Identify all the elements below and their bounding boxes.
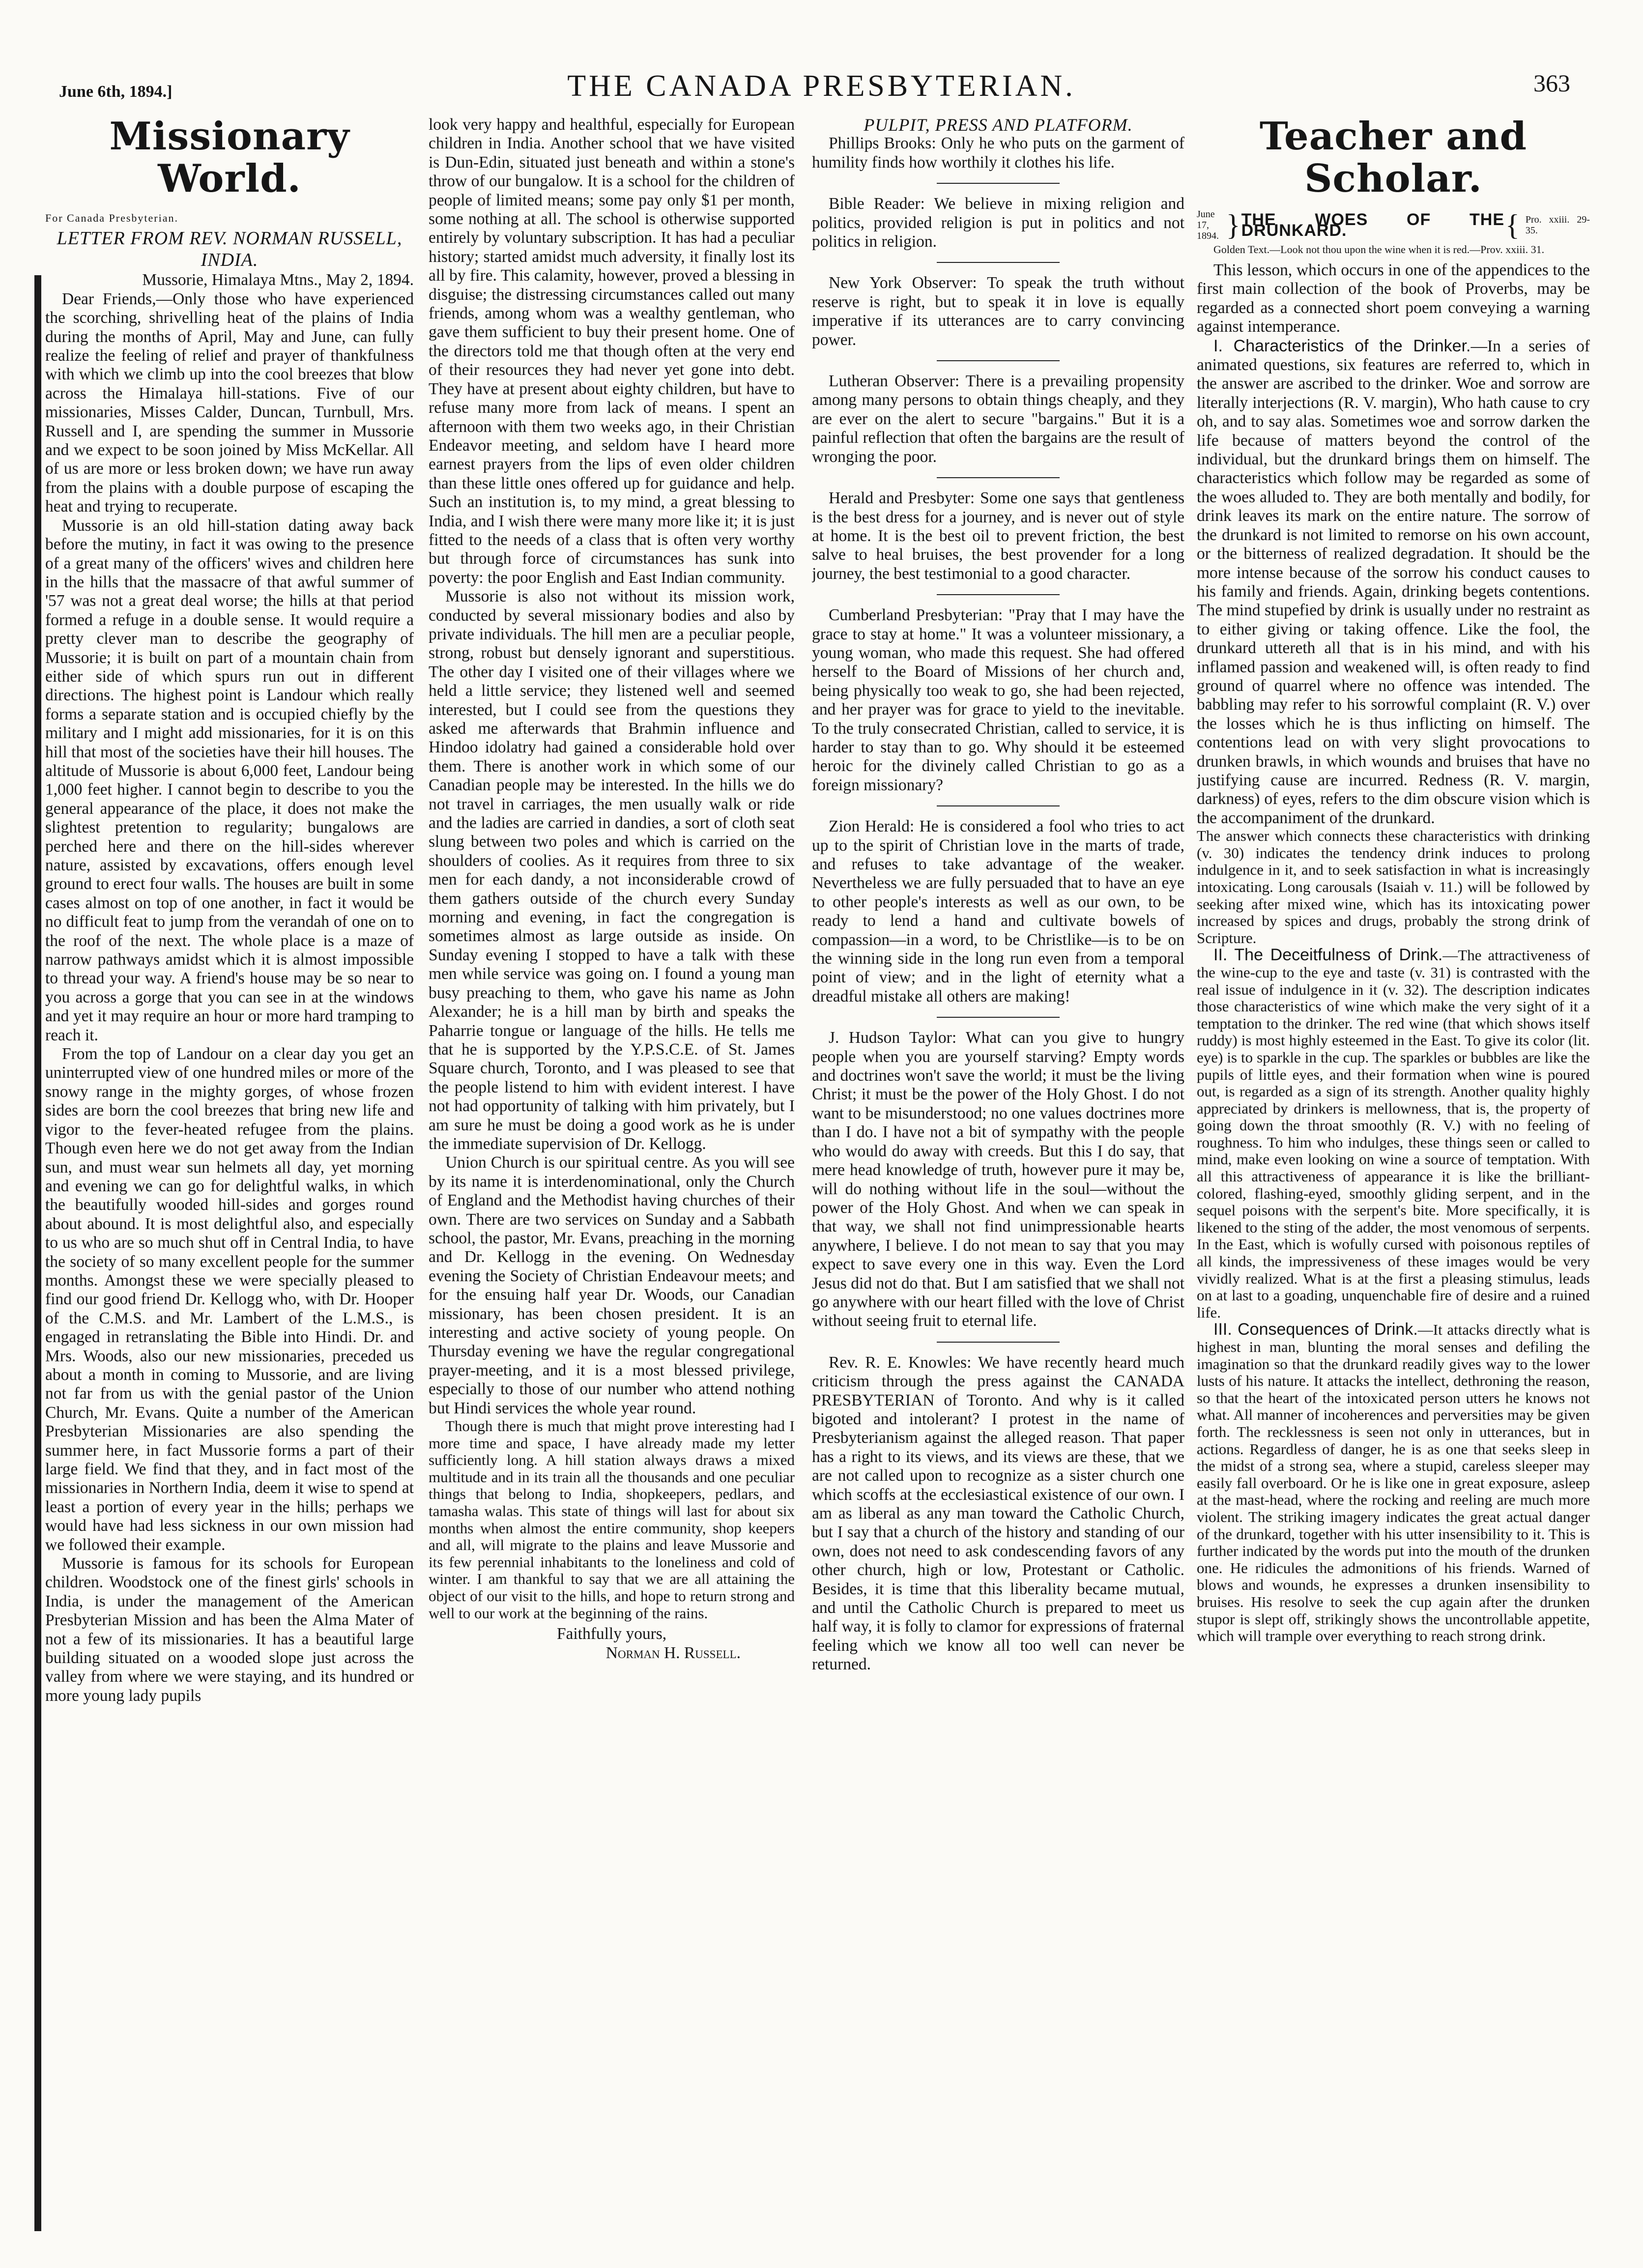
- pulpit-quote: Herald and Presbyter: Some one says that gentleness is the best dress for a journey, and is never out of style at home. It is the best oil to prevent friction, the best salve to heal bruises, the best provender for a long journey, the best testimonial to a good character.: [812, 489, 1184, 583]
- pulpit-quote: Cumberland Presbyterian: "Pray that I may have the grace to stay at home." It was a volunteer missionary, a young woman, who made this request. She had offered herself to the Board of Missions of her church and, being physically too weak to go, she had been rejected, and her prayer was for grace to yield to the inevitable. To the truly consecrated Christian, called to service, it is harder to stay than to go. Why should it be esteemed heroic for the divinely called Christian to go as a foreign missionary?: [812, 606, 1184, 794]
- column-teacher-scholar: [1197, 115, 1590, 2243]
- section-text: —It attacks directly what is highest in man, blunting the moral senses and defiling the imagination so that the drunkard readily gives way to the lower lusts of his nature. It attacks the intellect, dethroning the reason, so that the heart of the intoxicated person utters he knows not what. All manner of incoherences and perversities may be given forth. The recklessness is seen not only in utterances, but in actions. Regardless of danger, he is as one that seeks sleep in the midst of a strong sea, where a stupid, careless sleeper may easily fall overboard. Or he is like one in great exposure, asleep at the mast-head, where the rocking and reeling are much more violent. The striking imagery indicates the great actual danger of the drunkard, together with his utter insensibility to it. This is further indicated by the words put into the mouth of the drunken one. He ridicules the admonitions of his friends. Warned of blows and wounds, he expresses a drunken insensibility to bruises. His resolve to seek the cup again after the drunken stupor is slept off, strikingly shows the uncontrollable appetite, which will trample over everything to reach strong drink.: [1197, 1321, 1590, 1645]
- letter-paragraph: Though there is much that might prove interesting had I more time and space, I have already made my letter sufficiently long. A hill station always draws a mixed multitude and in its train all the thousands and one peculiar things that belong to India, shopkeepers, pedlars, and tamasha walas. This state of things will last for about six months when almost the entire community, shop keepers and all, will migrate to the plains and leave Mussorie and its few perennial inhabitants to the loneliness and cold of winter. I am thankful to say that we are all attaining the object of our visit to the hills, and hope to return strong and well to our work at the beginning of the rains.: [429, 1417, 795, 1622]
- section-divider: [937, 1017, 1060, 1018]
- section-divider: [937, 262, 1060, 263]
- golden-text: Golden Text.—Look not thou upon the wine when it is red.—Prov. xxiii. 31.: [1213, 243, 1545, 256]
- section-heading: II. The Deceitfulness of Drink.: [1213, 946, 1443, 965]
- section-divider: [937, 360, 1060, 361]
- section-divider: [937, 1342, 1060, 1343]
- pulpit-quote: Zion Herald: He is considered a fool who tries to act up to the spirit of Christian love in the marts of trade, and refuses to take advantage of the weaker. Nevertheless we are fully persuaded that to have an eye to other people's interests as well as our own, to be ready to lend a hand and cultivate bowels of compassion—in a word, to be Christlike—is to be on the winning side in the long run even from a temporal point of view; and in the light of eternity what a dreadful mistake all others are making!: [812, 817, 1184, 1005]
- lesson-section-continued: The answer which connects these characteristics with drinking (v. 30) indicates the tendency drink induces to prolong indulgence in it, and to seek satisfaction in what is increasingly intoxicating. Long carousals (Isaiah v. 11.) will be followed by seeking after mixed wine, which has its intoxicating power increased by spices and drugs, probably the strong drink of Scripture.: [1197, 827, 1590, 947]
- lesson-section: [1197, 947, 1590, 1321]
- letter-paragraph: look very happy and healthful, especially for European children in India. Another school that we have visited is Dun-Edin, situated just beneath and within a stone's throw of our bungalow. It is a school for the children of people of limited means; some pay only $1 per month, some nothing at all. The school is otherwise supported entirely by voluntary subscription. It has had a peculiar history; started amidst much adversity, it finally lost its all by fire. This calamity, however, proved a blessing in disguise; the distressing circumstances called out many friends, among whom was a wealthy gentleman, who gave them sufficient to buy their present home. One of the directors told me that though often at the very end of their resources they had never yet gone into debt. They have at present about eighty children, but have to refuse many more from lack of means. I spent an afternoon with them two weeks ago, in their Christian Endeavor meeting, and seldom have I heard more earnest prayers from the lips of even older children than these little ones offered up for guidance and help. Such an institution is, to my mind, a great blessing to India, and I wish there were many more like it; it is just fitted to the needs of a class that is often very worthy but through force of circumstances has sunk into poverty: the poor English and East Indian community.: [429, 115, 795, 587]
- letter-paragraph: Mussorie is also not without its mission work, conducted by several missionary bodies and also by private individuals. The hill men are a peculiar people, strong, robust but densely ignorant and superstitious. The other day I visited one of their villages where we held a little service; they listened well and seemed interested, but I could see from the questions they asked me afterwards that Brahmin influence and Hindoo idolatry had gained a considerable hold over them. There is another work in which some of our Canadian people may be interested. In the hills we do not travel in carriages, the men usually walk or ride and the ladies are carried in dandies, a sort of cloth seat slung between two poles and which is carried on the shoulders of coolies. As it requires from three to six men for each dandy, a not inconsiderable crowd of them gathers outside of the church every Sunday morning and evening, in fact the congregation is sometimes almost as large outside as inside. On Sunday evening I stopped to have a talk with these men while service was going on. I found a young man busy preaching to them, who gave his name as John Alexander; he is a hill man by birth and speaks the Paharrie tongue or language of the hills. He tells me that he is supported by the Y.P.S.C.E. of St. James Square church, Toronto, and I was pleased to see that the people listend to him with evident interest. I have not had opportunity of talking with him privately, but I am sure he must be doing a good work as he is under the immediate supervision of Dr. Kellogg.: [429, 587, 795, 1153]
- lesson-header: [1197, 209, 1590, 241]
- column-missionary-world-2: [429, 115, 795, 2243]
- binding-margin-shadow: [34, 275, 41, 2231]
- letter-signature: Norman H. Russell.: [605, 1643, 741, 1662]
- pulpit-heading: PULPIT, PRESS AND PLATFORM.: [864, 115, 1133, 135]
- section-divider: [937, 805, 1060, 806]
- brace-icon: }: [1226, 209, 1240, 241]
- letter-paragraph: From the top of Landour on a clear day you get an uninterrupted view of one hundred miles or more of the snowy range in the mighty gorges, of whose frozen sides are born the cool breezes that bring new life and vigor to the fever-heated refugee from the plains. Though even here we do not get away from the Indian sun, and must wear sun helmets all day, yet morning and evening we can go for delightful walks, in which the beautifully wooded hill-sides and gorges round about abound. It is most delightful also, and especially to us who are so much shut off in Central India, to have the society of so many excellent people for the summer months. Amongst these we were specially pleased to find our good friend Dr. Kellogg who, with Dr. Hooper of the C.M.S. and Mr. Lambert of the L.M.S., is engaged in retranslating the Bible into Hindi. Dr. and Mrs. Woods, also our new missionaries, preceded us about a month in coming to Mussorie, and are living not far from us with the genial pastor of the Union Church, Mr. Evans. Quite a number of the American Presbyterian Missionaries are also spending the summer here, in fact Mussorie forms a part of their large field. We find that they, and in fact most of the missionaries in Northern India, deem it wise to spend at least a portion of every year in the hills; perhaps we would have had less sickness in our own mission had we followed their example.: [45, 1045, 414, 1554]
- section-divider: [937, 594, 1060, 595]
- missionary-world-heading: Missionary World.: [109, 115, 350, 201]
- pulpit-quote: Rev. R. E. Knowles: We have recently heard much criticism through the press against the CANADA PRESBYTERIAN of Toronto. And why is it called bigoted and intolerant? I protest in the name of Presbyterianism against the alleged reason. That paper has a right to its views, and its views are these, that we are not called upon to recognize as a sister church one which scoffs at the ecclesiastical existence of our own. I am as liberal as any man toward the Catholic Church, but I say that a church of the history and standing of our own, does not need to ask condescending favors of any other church, high or low, Protestant or Catholic. Besides, it is time that this liberality became mutual, and until the Catholic Church is prepared to meet us half way, it is folly to clamor for expressions of fraternal feeling which we know all too well can never be returned.: [812, 1353, 1184, 1674]
- newspaper-title: THE CANADA PRESBYTERIAN.: [567, 69, 1076, 103]
- lesson-section: [1197, 1321, 1590, 1644]
- pulpit-quote: New York Observer: To speak the truth without reserve is right, but to speak it in love is equally imperative if its utterances are to carry convincing power.: [812, 274, 1184, 349]
- column-pulpit-press-platform: [812, 115, 1184, 2243]
- byline: For Canada Presbyterian.: [45, 212, 178, 224]
- section-text: —The attractiveness of the wine-cup to the eye and taste (v. 31) is contrasted with the real issue of indulgence in it (v. 32). The description indicates those characteristics of wine which make the very sight of it a temptation to the drinker. The red wine (that which shows itself ruddy) is most highly esteemed in the East. To give its color (lit. eye) is to sparkle in the cup. The sparkles or bubbles are like the pupils of little eyes, and their formation when wine is poured out, is regarded as a sign of its strength. Another quality highly appreciated by drinkers is mellowness, that is, the property of going down the throat smoothly (R. V.) with no feeling of roughness. To him who indulges, these things seen or called to mind, make even looking on wine a source of temptation. With all this attractiveness of appearance it is like the brilliant-colored, flashing-eyed, smoothly gliding serpent, and in the sequel poisons with the serpent's bite. More specifically, it is likened to the sting of the adder, the most venomous of serpents. In the East, which is wofully cursed with poisonous reptiles of all kinds, the impressiveness of these images would be very vividly realized. What is at the first a pleasing stimulus, leads on at last to a goading, unquenchable fire of desire and a ruined life.: [1197, 947, 1590, 1321]
- section-text: —In a series of animated questions, six features are referred to, which in the answer are ascribed to the drinker. Woe and sorrow are literally interjections (R. V. margin), Who hath cause to cry oh, and to say alas. Sometimes woe and sorrow darken the life because of matters beyond the control of the individual, but the drunkard brings them on himself. The characteristics which follow may be regarded as some of the woes alluded to. They are both mentally and bodily, for drink leaves its mark on the entire nature. The sorrow of the drunkard is not limited to remorse on his own account, or the bitterness of realized degradation. It should be the more intense because of the sorrow his conduct causes to his family and friends. Again, drinking begets contentions. The mind stupefied by drink is usually under no restraint as to either giving or taking offence. Like the fool, the drunkard uttereth all that is in his mind, and with his inflamed passion and weakened will, is often ready to find ground of quarrel where no offence was intended. The babbling may refer to his sorrowful complaint (R. V.) over the losses which he is thus inflicting on himself. The contentions lead on with very slight provocations to drunken brawls, in which wounds and bruises that have no justifying cause are incurred. Redness (R. V. margin, darkness) of eyes, refers to the dim obscure vision which is the accompaniment of the drunkard.: [1197, 337, 1590, 827]
- lesson-intro: This lesson, which occurs in one of the appendices to the first main collection of the book of Proverbs, may be regarded as a connected short poem conveying a warning against intemperance.: [1197, 261, 1590, 336]
- lesson-title: THE WOES OF THE DRUNKARD.: [1241, 210, 1505, 240]
- letter-paragraph: Mussorie is an old hill-station dating away back before the mutiny, in fact it was owing to the presence of a great many of the officers' wives and children here in the hills that the massacre of that awful summer of '57 was not a great deal worse; the hills at that period formed a refuge in a double sense. It would require a pretty clever man to describe the geography of Mussorie; it is built on part of a mountain chain from either side of which spurs run out in different directions. The highest point is Landour which really forms a separate station and is occupied chiefly by the military and I might add missionaries, for it is on this hill that most of the societies have their hill houses. The altitude of Mussorie is about 6,000 feet, Landour being 1,000 feet higher. I cannot begin to describe to you the general appearance of the place, it does not make the slightest pretention to regularity; bungalows are perched here and there on the hill-sides wherever nature, assisted by excavations, offers enough level ground to erect four walls. The houses are built in some cases almost on top of one another, in fact it would be no difficult feat to jump from the verandah of one on to the roof of the next. The whole place is a maze of narrow pathways amidst which it is almost impossible to thread your way. A friend's house may be so near to you across a gorge that you can see in at the windows and yet it may require an hour or more hard tramping to reach it.: [45, 516, 414, 1044]
- lesson-date: June 17, 1894.: [1197, 209, 1219, 241]
- issue-date: June 6th, 1894.]: [59, 83, 173, 101]
- page-header: [0, 0, 1643, 103]
- teacher-scholar-heading: Teacher and Scholar.: [1259, 115, 1528, 201]
- column-missionary-world-1: [45, 115, 414, 2243]
- page-bottom-edge: [590, 2246, 1081, 2247]
- lesson-scripture: Pro. xxiii. 29-35.: [1525, 214, 1590, 236]
- pulpit-quote: Lutheran Observer: There is a prevailing propensity among many persons to obtain things cheaply, and they are ever on the alert to secure "bargains." But it is a painful reflection that often the bargains are the result of wronging the poor.: [812, 372, 1184, 466]
- lesson-section: [1197, 337, 1590, 828]
- pulpit-quote: Phillips Brooks: Only he who puts on the garment of humility finds how worthily it clothes his life.: [812, 134, 1184, 172]
- letter-title: LETTER FROM REV. NORMAN RUSSELL, INDIA.: [57, 228, 403, 271]
- letter-paragraph: Union Church is our spiritual centre. As you will see by its name it is interdenominational, only the Church of England and the Methodist having churches of their own. There are two services on Sunday and a Sabbath school, the pastor, Mr. Evans, preaching in the morning and Dr. Kellogg in the evening. On Wednesday evening the Society of Christian Endeavour meets; and for the ensuing half year Dr. Woods, our Canadian missionary, has been chosen president. It is an interesting and active society of young people. On Thursday evening we have the regular congregational prayer-meeting, and it is a most blessed privilege, especially to those of our number who attend nothing but Hindi services the whole year round.: [429, 1153, 795, 1417]
- pulpit-quote: J. Hudson Taylor: What can you give to hungry people when you are yourself starving? Empty words and doctrines won't save the world; it must be the living Christ; it must be the power of the Holy Ghost. I do not want to be misunderstood; no one values doctrines more than I do. I have not a bit of sympathy with the people who would do away with creeds. But this I do say, that mere head knowledge of truth, however pure it may be, will do nothing without life in the soul—without the power of the Holy Ghost. And when we can speak in that way, we shall not find unimpressionable hearts anywhere, I believe. I do not mean to say that you may expect to save every one in this way. Even the Lord Jesus did not do that. But I am satisfied that we shall not go anywhere with our heart filled with the love of Christ without seeing fruit to eternal life.: [812, 1029, 1184, 1330]
- section-heading: I. Characteristics of the Drinker.: [1213, 336, 1471, 355]
- page-number: 363: [1533, 69, 1570, 97]
- pulpit-quote: Bible Reader: We believe in mixing religion and politics, provided religion is put in politics and not politics in religion.: [812, 195, 1184, 251]
- letter-paragraph: Dear Friends,—Only those who have experienced the scorching, shrivelling heat of the plains of India during the months of April, May and June, can fully realize the feeling of relief and prayer of thankfulness with which we climb up into the cool breezes that blow across the Himalaya hill-stations. Five of our missionaries, Misses Calder, Duncan, Turnbull, Mrs. Russell and I, are spending the summer in Mussorie and we expect to be soon joined by Miss McKellar. All of us are more or less broken down; we have run away from the plains with a double purpose of escaping the heat and trying to recuperate.: [45, 289, 414, 516]
- section-divider: [937, 477, 1060, 478]
- brace-icon: {: [1505, 209, 1520, 241]
- section-divider: [937, 183, 1060, 184]
- section-heading: III. Consequences of Drink.: [1213, 1320, 1418, 1339]
- letter-closing: Faithfully yours,: [556, 1625, 667, 1643]
- letter-paragraph: Mussorie is famous for its schools for European children. Woodstock one of the finest girls' schools in India, is under the management of the American Presbyterian Mission and has been the Alma Mater of not a few of its missionaries. It has a beautiful large building situated on a wooded slope just across the valley from where we were staying, and its hundred or more young lady pupils: [45, 1554, 414, 1705]
- letter-dateline: Mussorie, Himalaya Mtns., May 2, 1894.: [142, 271, 414, 289]
